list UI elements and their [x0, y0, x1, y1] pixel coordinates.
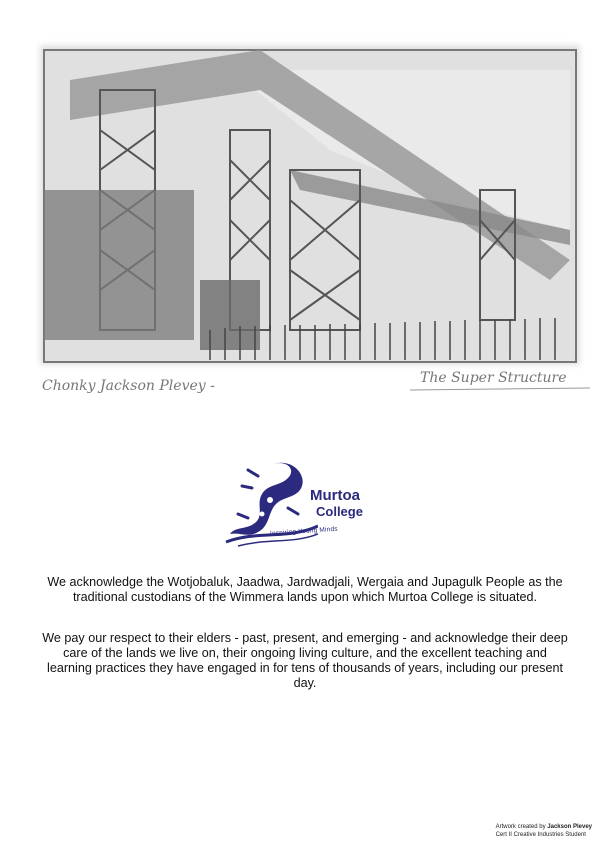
lizard-icon	[218, 456, 318, 550]
artwork-sketch	[30, 30, 590, 430]
acknowledgement-paragraph-2: We pay our respect to their elders - past, present, and emerging - and acknowledge their deep care of the lands we live on, their ongoing living culture, and the excellent teaching and learning practices they have engaged in for tens of thousands of years, including our present day.	[42, 631, 568, 690]
artwork-signature: Chonky Jackson Plevey -	[42, 378, 215, 394]
acknowledgement-paragraph-1: We acknowledge the Wotjobaluk, Jaadwa, Jardwadjali, Wergaia and Jupagulk People as the traditional custodians of the Wimmera lands upon which Murtoa College is situated.	[47, 575, 563, 604]
logo-tagline: Inspiring Young Minds	[269, 525, 338, 538]
artwork-caption: The Super Structure	[420, 370, 567, 386]
college-logo	[218, 456, 388, 550]
credit-prefix: Artwork created by	[495, 824, 546, 830]
artwork-credit	[496, 823, 592, 839]
credit-artist: Jackson Plevey	[547, 824, 592, 830]
logo-name-line2: College	[316, 504, 363, 519]
logo-name-line1: Murtoa	[310, 487, 360, 504]
credit-role: Cert II Creative Industries Student	[495, 832, 586, 838]
